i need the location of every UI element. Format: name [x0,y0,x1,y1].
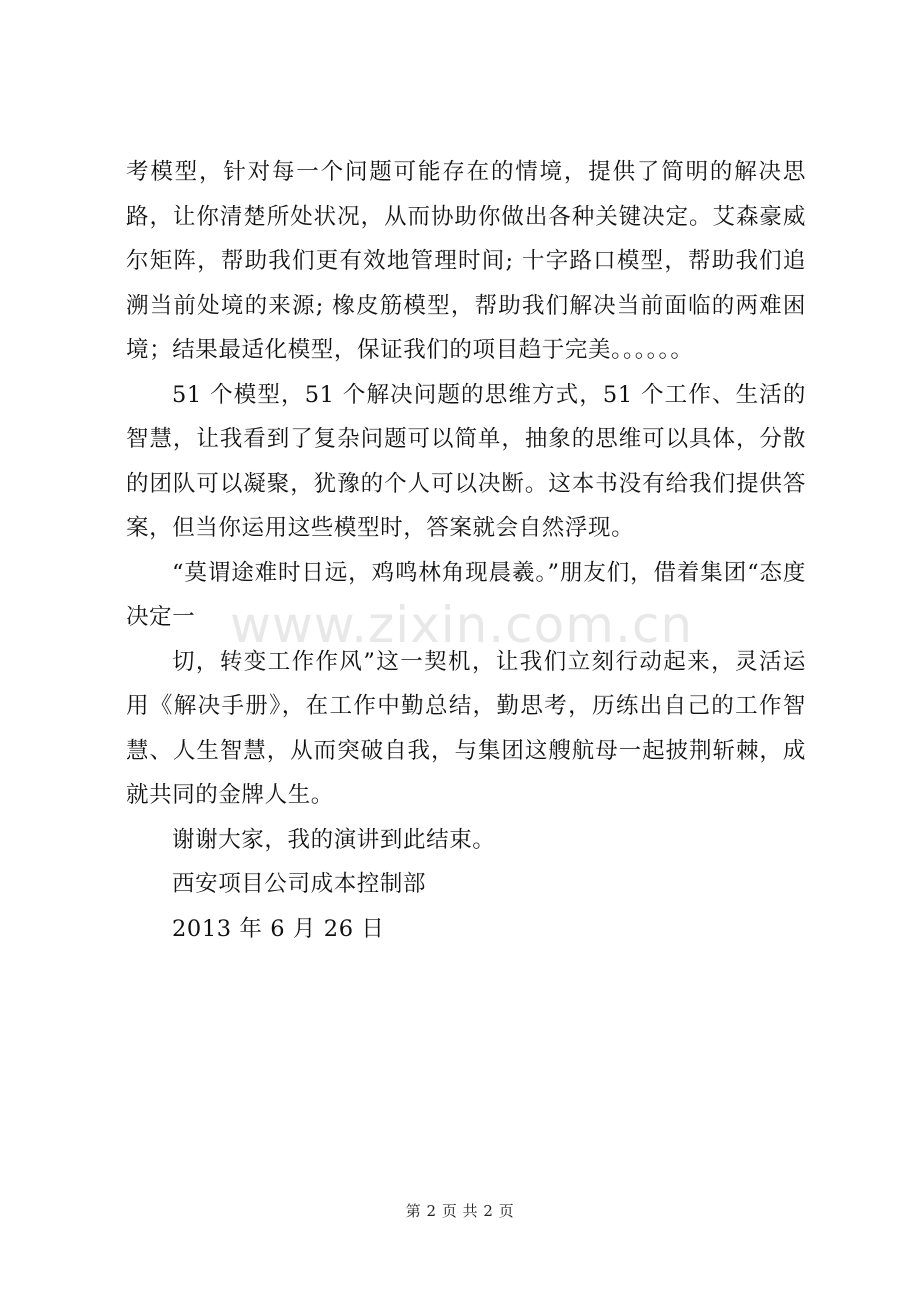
paragraph-model-summary: 考模型，针对每一个问题可能存在的情境，提供了简明的解决思路，让你清楚所处状况，从而协助你做出各种关键决定。艾森豪威尔矩阵，帮助我们更有效地管理时间; 十字路口模型，帮助我们追溯当前处境的来源; 橡皮筋模型，帮助我们解决当前面临的两难困境；结果最适化模型，保证我们的项目趋于完美。。。。。。 [126,159,806,363]
document-body [126,150,806,951]
paragraph-51-models: 51 个模型，51 个解决问题的思维方式，51 个工作、生活的智慧，让我看到了复杂问题可以简单，抽象的思维可以具体，分散的团队可以凝聚，犹豫的个人可以决断。这本书没有给我们提供答案，但当你运用这些模型时，答案就会自然浮现。 [126,381,806,541]
author-department: 西安项目公司成本控制部 [172,871,427,897]
watermark: www.zixin.com.cn [230,596,694,654]
paragraph-quote: “莫谓途难时日远，鸡鸣林角现晨羲。”朋友们，借着集团“态度决定一 [126,559,806,630]
paragraph-call-to-action: 切，转变工作作风”这一契机，让我们立刻行动起来，灵活运用《解决手册》，在工作中勤总结，勤思考，历练出自己的工作智慧、人生智慧，从而突破自我，与集团这艘航母一起披荆斩棘，成就共同的金牌人生。 [126,648,806,808]
closing-thanks: 谢谢大家，我的演讲到此结束。 [172,826,496,853]
page-footer: 第 2 页 共 2 页 [405,1202,515,1220]
document-date: 2013 年 6 月 26 日 [172,915,385,942]
